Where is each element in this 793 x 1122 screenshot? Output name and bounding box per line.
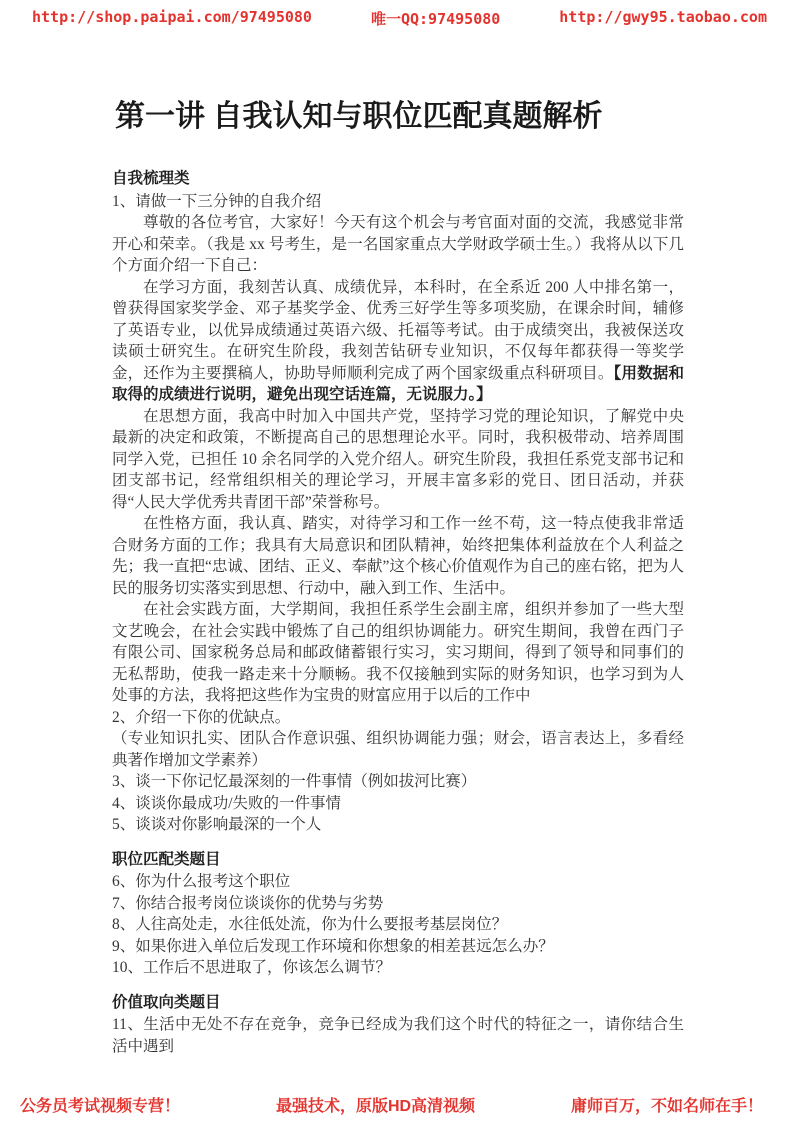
- answer-paragraph-study: [112, 277, 684, 406]
- question-item-7: 7、你结合报考岗位谈谈你的优势与劣势: [112, 894, 384, 912]
- page-title: 第一讲 自我认知与职位匹配真题解析: [115, 100, 603, 133]
- paragraph-bold-note: 【用数据和取得的成绩进行说明，避免出现空话连篇，无说服力。】: [112, 364, 684, 403]
- question-item-5: 5、谈谈对你影响最深的一个人: [112, 816, 322, 833]
- paragraph-text: 在学习方面，我刻苦认真、成绩优异，本科时，在全系近 200 人中排名第一，曾获得国家奖学金、邓子基奖学金、优秀三好学生等多项奖励，在课余时间，辅修了英语专业，以优异成绩通过英语六级、托福等考试。由于成绩突出，我被保送攻读硕士研究生。在研究生阶段，我刻苦钻研专业知识，不仅每年都获得一等奖学金，还作为主要撰稿人，协助导师顺利完成了两个国家级重点科研项目。: [112, 278, 684, 382]
- question-item-11: 11、生活中无处不存在竞争，竞争已经成为我们这个时代的特征之一，请你结合生活中遇到: [112, 1016, 684, 1055]
- header-shop-url[interactable]: http://shop.paipai.com/97495080: [32, 8, 312, 26]
- section-heading-values: 价值取向类题目: [112, 993, 221, 1011]
- footer-left-slogan: 公务员考试视频专营！: [20, 1098, 181, 1115]
- section-heading-self-review: 自我梳理类: [112, 170, 190, 187]
- question-item-6: 6、你为什么报考这个职位: [112, 873, 291, 890]
- header-qq-text: 唯一QQ:97495080: [370, 10, 501, 28]
- question-item-2: 2、介绍一下你的优缺点。: [112, 708, 291, 726]
- document-content: [112, 168, 684, 1057]
- answer-paragraph-intro: 尊敬的各位考官，大家好！今天有这个机会与考官面对面的交流，我感觉非常开心和荣幸。（我是 xx 号考生，是一名国家重点大学财政学硕士生。）我将从以下几个方面介绍一下自己：: [112, 214, 684, 274]
- answer-paragraph-practice: 在社会实践方面，大学期间，我担任系学生会副主席，组织并参加了一些大型文艺晚会，在社会实践中锻炼了自己的组织协调能力。研究生期间，我曾在西门子有限公司、国家税务总局和邮政储蓄银行实习，实习期间，得到了领导和同事们的无私帮助，使我一路走来十分顺畅。我不仅接触到实际的财务知识，也学习到为人处事的方法，我将把这些作为宝贵的财富应用于以后的工作中: [112, 601, 684, 704]
- answer-paragraph-personality: 在性格方面，我认真、踏实，对待学习和工作一丝不苟，这一特点使我非常适合财务方面的工作；我具有大局意识和团队精神，始终把集体利益放在个人利益之先；我一直把“忠诚、团结、正义、奉献”这个核心价值观作为自己的座右铭，把为人民的服务切实落实到思想、行动中，融入到工作、生活中。: [112, 515, 684, 597]
- page-header: [0, 0, 793, 29]
- question-item-8: 8、人往高处走，水往低处流，你为什么要报考基层岗位？: [112, 916, 508, 933]
- question-item-2-note: （专业知识扎实、团队合作意识强、组织协调能力强；财会，语言表达上，多看经典著作增加文学素养）: [112, 730, 684, 769]
- question-item-3: 3、谈一下你记忆最深刻的一件事情（例如拔河比赛）: [112, 773, 477, 790]
- section-heading-position-match: 职位匹配类题目: [112, 850, 221, 868]
- answer-paragraph-ideology: 在思想方面，我高中时加入中国共产党，坚持学习党的理论知识，了解党中央最新的决定和政策，不断提高自己的思想理论水平。同时，我积极带动、培养周围同学入党，已担任 10 余名同学的入党介绍人。研究生阶段，我担任系党支部书记和团支部书记，经常组织相关的理论学习，开展丰富多彩的党日、团日活动，并获得“人民大学优秀共青团干部”荣誉称号。: [112, 407, 684, 511]
- header-taobao-url[interactable]: http://gwy95.taobao.com: [559, 8, 767, 26]
- footer-center-slogan: 最强技术，原版HD高清视频: [275, 1098, 476, 1115]
- question-item-1: 1、请做一下三分钟的自我介绍: [112, 192, 322, 210]
- question-item-9: 9、如果你进入单位后发现工作环境和你想象的相差甚远怎么办？: [112, 937, 554, 955]
- footer-right-slogan: 庸师百万，不如名师在手！: [570, 1098, 763, 1115]
- question-item-4: 4、谈谈你最成功/失败的一件事情: [112, 794, 342, 812]
- question-item-10: 10、工作后不思进取了，你该怎么调节？: [112, 959, 392, 976]
- page-footer: [0, 1093, 793, 1116]
